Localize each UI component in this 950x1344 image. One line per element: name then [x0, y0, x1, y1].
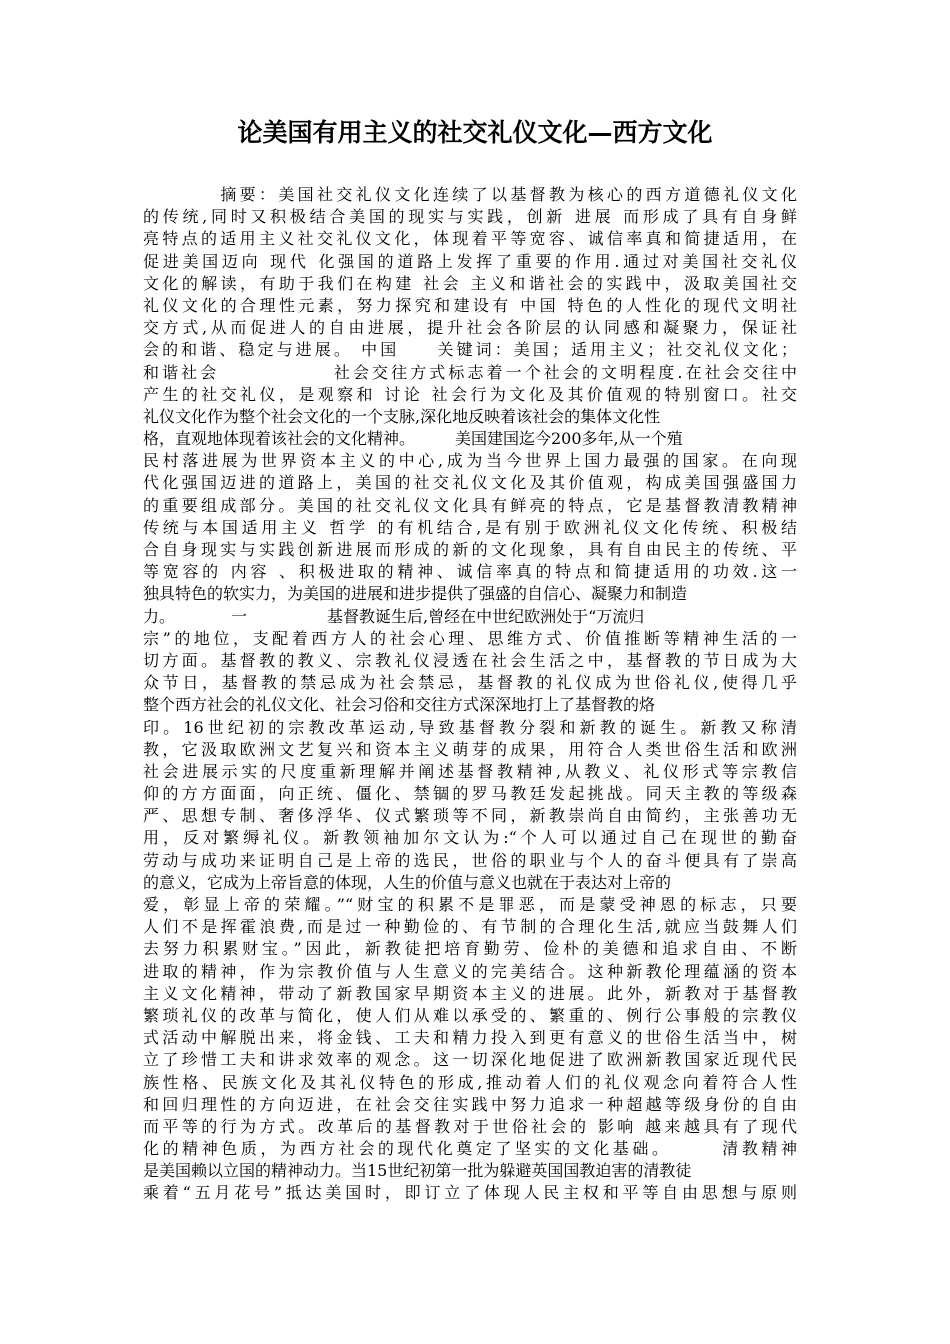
body-text-line: 文化的解读，有助于我们在构建 社会 主义和谐社会的实践中，汲取美国社交: [143, 273, 797, 293]
body-text-line: 力。 一 基督教诞生后,曾经在中世纪欧洲处于“万流归: [143, 606, 645, 626]
body-text-line: 格，直观地体现着该社会的文化精神。 美国建国迄今200多年,从一个殖: [143, 429, 683, 449]
body-text-line: 宗”的地位，支配着西方人的社会心理、思维方式、价值推断等精神生活的一: [143, 628, 797, 648]
body-text-line: 摘要：美国社交礼仪文化连续了以基督教为核心的西方道德礼仪文化: [143, 185, 797, 204]
body-text-line: 繁琐礼仪的改革与简化，使人们从难以承受的、繁重的、例行公事般的宗教仪: [143, 1005, 797, 1025]
body-text-line: 人们不是挥霍浪费,而是过一种勤俭的、有节制的合理化生活,就应当鼓舞人们: [143, 917, 797, 937]
body-text-line: 合自身现实与实践创新进展而形成的新的文化现象，具有自由民主的传统、平: [143, 540, 797, 559]
body-text-line: 而平等的行为方式。改革后的基督教对于世俗社会的 影响 越来越具有了现代: [143, 1116, 797, 1136]
body-text-line: 严、思想专制、奢侈浮华、仪式繁琐等不同，新教崇尚自由简约，主张善功无: [143, 806, 797, 826]
body-text-line: 去努力积累财宝。”因此，新教徒把培育勤劳、俭朴的美德和追求自由、不断: [143, 939, 797, 959]
body-text-line: 进取的精神，作为宗教价值与人生意义的完美结合。这种新教伦理蕴涵的资本: [143, 961, 797, 981]
body-text-line: 众节日，基督教的禁忌成为社会禁忌，基督教的礼仪成为世俗礼仪,使得几乎: [143, 673, 797, 693]
body-text-line: 会的和谐、稳定与进展。 中国 关键词：美国；适用主义；社交礼仪文化；: [143, 340, 797, 360]
body-text-line: 仰的方方面面，向正统、僵化、禁锢的罗马教廷发起挑战。同天主教的等级森: [143, 784, 797, 804]
body-text-line: 礼仪文化作为整个社会文化的一个支脉,深化地反映着该社会的集体文化性: [143, 406, 661, 426]
body-text-line: 教，它汲取欧洲文艺复兴和资本主义萌芽的成果，用符合人类世俗生活和欧洲: [143, 739, 797, 759]
body-text-line: 立了珍惜工夫和讲求效率的观念。这一切深化地促进了欧洲新教国家近现代民: [143, 1050, 797, 1070]
body-text-line: 促进美国迈向 现代 化强国的道路上发挥了重要的作用.通过对美国社交礼仪: [143, 251, 797, 271]
body-text-line: 的重要组成部分。美国的社交礼仪文化具有鲜亮的特点，它是基督教清教精神: [143, 495, 797, 515]
body-text-line: 切方面。基督教的教义、宗教礼仪浸透在社会生活之中，基督教的节日成为大: [143, 650, 797, 670]
body-text-line: 劳动与成功来证明自己是上帝的选民，世俗的职业与个人的奋斗便具有了崇高: [143, 850, 797, 870]
body-text-line: 亮特点的适用主义社交礼仪文化，体现着平等宽容、诚信率真和简捷适用，在: [143, 229, 797, 249]
body-text-line: 族性格、民族文化及其礼仪特色的形成,推动着人们的礼仪观念向着符合人性: [143, 1072, 797, 1092]
body-text-line: 是美国赖以立国的精神动力。当15世纪初第一批为躲避英国国教迫害的清教徒: [143, 1161, 692, 1181]
body-text-line: 等宽容的 内容 、积极进取的精神、诚信率真的特点和简捷适用的功效.这一: [143, 562, 797, 582]
body-text-line: 的传统,同时又积极结合美国的现实与实践，创新 进展 而形成了具有自身鲜: [143, 207, 797, 227]
body-text-line: 民村落进展为世界资本主义的中心,成为当今世界上国力最强的国家。在向现: [143, 451, 797, 471]
body-text-line: 化的精神色质，为西方社会的现代化奠定了坚实的文化基础。 清教精神: [143, 1139, 797, 1159]
body-text-line: 代化强国迈进的道路上，美国的社交礼仪文化及其价值观，构成美国强盛国力: [143, 473, 797, 493]
body-text-line: 主义文化精神，带动了新教国家早期资本主义的进展。此外，新教对于基督教: [143, 983, 797, 1003]
body-text-line: 用，反对繁缛礼仪。新教领袖加尔文认为:“个人可以通过自己在现世的勤奋: [143, 828, 797, 848]
body-text-line: 礼仪文化的合理性元素，努力探究和建设有 中国 特色的人性化的现代文明社: [143, 295, 797, 315]
body-text-line: 产生的社交礼仪，是观察和 讨论 社会行为文化及其价值观的特别窗口。社交: [143, 384, 797, 404]
body-text-line: 乘着“五月花号”抵达美国时，即订立了体现人民主权和平等自由思想与原则: [143, 1183, 797, 1203]
body-text-line: 整个西方社会的礼仪文化、社会习俗和交往方式深深地打上了基督教的烙: [143, 695, 656, 715]
body-text-line: 的意义，它成为上帝旨意的体现，人生的价值与意义也就在于表达对上帝的: [143, 872, 672, 892]
body-text-line: 传统与本国适用主义 哲学 的有机结合,是有别于欧洲礼仪文化传统、积极结: [143, 517, 797, 537]
body-text-line: 式活动中解脱出来，将金钱、工夫和精力投入到更有意义的世俗生活当中，树: [143, 1028, 797, 1048]
body-text-line: 和谐社会 社会交往方式标志着一个社会的文明程度.在社会交往中: [143, 362, 797, 382]
body-text-line: 交方式,从而促进人的自由进展，提升社会各阶层的认同感和凝聚力，保证社: [143, 318, 797, 338]
body-text-line: 爱，彰显上帝的荣耀。”“财宝的积累不是罪恶，而是蒙受神恩的标志，只要: [143, 895, 797, 914]
document-title: 论美国有用主义的社交礼仪文化—西方文化: [237, 118, 713, 147]
body-text-line: 印。16世纪初的宗教改革运动,导致基督教分裂和新教的诞生。新教又称清: [143, 717, 797, 737]
body-text-line: 和回归理性的方向迈进，在社会交往实践中努力追求一种超越等级身份的自由: [143, 1094, 797, 1114]
body-text-line: 独具特色的软实力，为美国的进展和进步提供了强盛的自信心、凝聚力和制造: [143, 584, 688, 604]
document-body: [143, 184, 797, 1205]
body-text-line: 社会进展示实的尺度重新理解并阐述基督教精神,从教义、礼仪形式等宗教信: [143, 761, 797, 781]
